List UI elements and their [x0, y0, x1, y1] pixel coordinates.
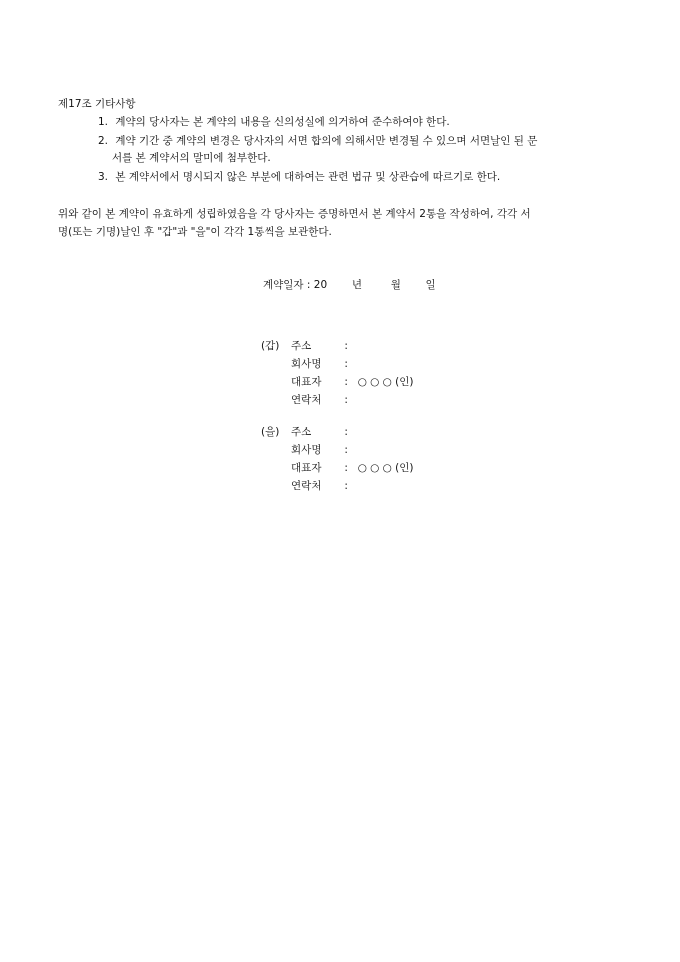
label-char: 대	[291, 462, 302, 474]
item-number: 2.	[98, 135, 109, 147]
label-char: 처	[311, 394, 322, 406]
label-char: 연	[291, 394, 302, 406]
item-number: 1.	[98, 116, 109, 128]
field-company	[291, 355, 358, 373]
field-colon: :	[344, 376, 348, 388]
label-char: 연	[291, 480, 302, 492]
article-item-2-continued: 서를 본 계약서의 말미에 첨부한다.	[112, 152, 271, 164]
label-char: 사	[301, 358, 312, 370]
field-colon: :	[344, 358, 348, 370]
field-colon: :	[344, 394, 348, 406]
party-tag: (을)	[261, 426, 280, 438]
contract-date-month: 월	[390, 279, 401, 291]
label-char: 표	[301, 376, 312, 388]
field-colon: :	[344, 426, 348, 438]
field-colon: :	[344, 340, 348, 352]
label-char: 표	[301, 462, 312, 474]
closing-paragraph-line-2: 명(또는 기명)날인 후 "갑"과 "을"이 각각 1통씩을 보관한다.	[58, 226, 332, 238]
field-colon: :	[344, 444, 348, 456]
article-item-1	[98, 114, 450, 130]
field-company	[291, 441, 358, 459]
closing-paragraph-line-1: 위와 같이 본 계약이 유효하게 성립하였음을 각 당사자는 증명하면서 본 계약서 2통을 작성하여, 각각 서	[58, 208, 531, 220]
field-contact	[291, 477, 358, 495]
article-title: 제17조 기타사항	[58, 98, 136, 110]
article-item-2	[98, 133, 537, 149]
field-address	[291, 337, 358, 355]
item-text: 계약의 당사자는 본 계약의 내용을 신의성실에 의거하여 준수하여야 한다.	[115, 116, 450, 128]
contract-date-year: 년	[351, 279, 362, 291]
label-char: 자	[311, 376, 322, 388]
label-char: 대	[291, 376, 302, 388]
label-char: 락	[301, 480, 312, 492]
party-tag: (갑)	[261, 340, 280, 352]
label-char: 소	[301, 426, 312, 438]
field-value: ○ ○ ○ (인)	[357, 462, 414, 474]
label-char: 주	[291, 340, 302, 352]
contract-date	[263, 277, 436, 293]
field-colon: :	[344, 480, 348, 492]
label-char: 락	[301, 394, 312, 406]
label-char: 자	[311, 462, 322, 474]
item-text: 계약 기간 중 계약의 변경은 당사자의 서면 합의에 의해서만 변경될 수 있으며 서면날인 된 문	[115, 135, 538, 147]
label-char: 명	[311, 444, 322, 456]
field-representative	[291, 373, 414, 391]
field-colon: :	[344, 462, 348, 474]
article-item-3	[98, 169, 500, 185]
label-char: 회	[291, 444, 302, 456]
field-representative	[291, 459, 414, 477]
label-char: 회	[291, 358, 302, 370]
field-address	[291, 423, 358, 441]
label-char: 주	[291, 426, 302, 438]
item-text: 본 계약서에서 명시되지 않은 부분에 대하여는 관련 법규 및 상관습에 따르기로 한다.	[115, 171, 501, 183]
item-number: 3.	[98, 171, 109, 183]
contract-date-label: 계약일자 : 20	[263, 279, 328, 291]
contract-date-day: 일	[425, 279, 436, 291]
label-char: 명	[311, 358, 322, 370]
field-value: ○ ○ ○ (인)	[357, 376, 414, 388]
field-contact	[291, 391, 358, 409]
label-char: 처	[311, 480, 322, 492]
label-char: 사	[301, 444, 312, 456]
label-char: 소	[301, 340, 312, 352]
